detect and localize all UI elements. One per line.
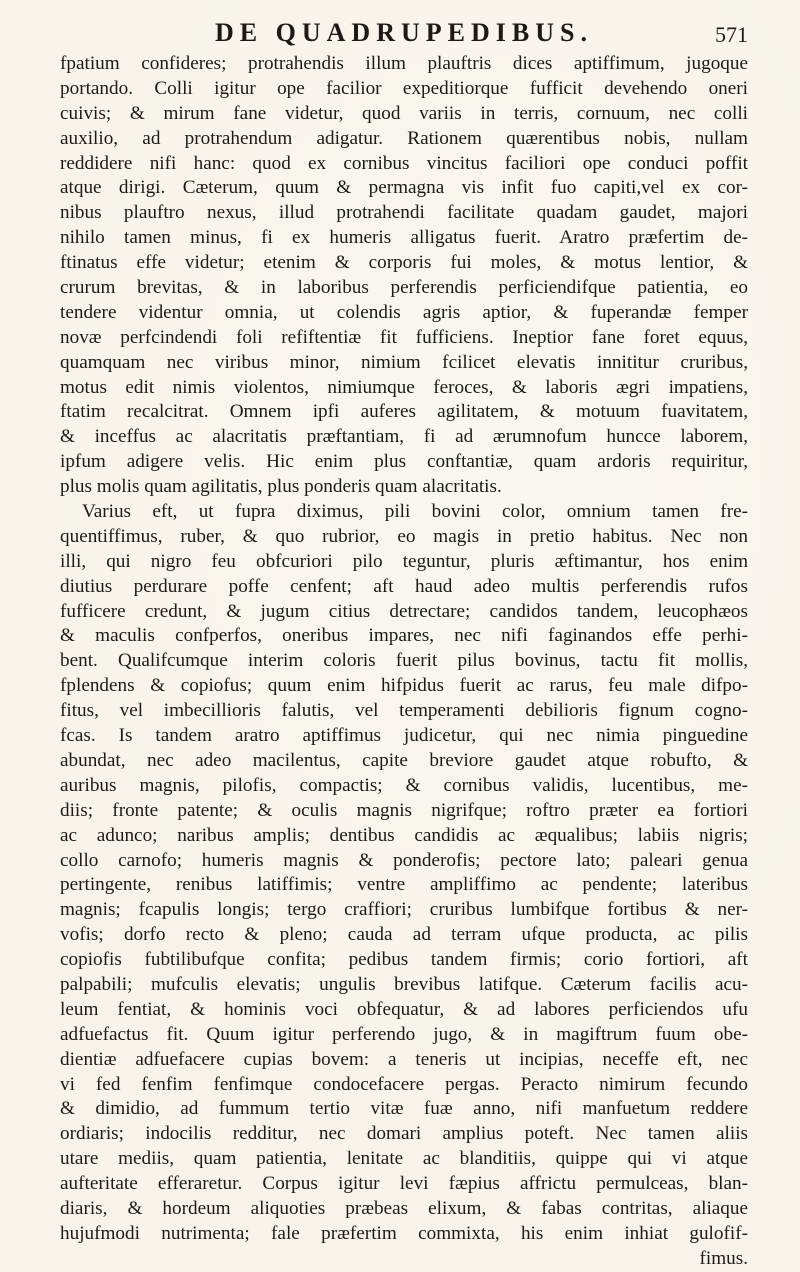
text-line: collo carnofo; humeris magnis & ponderofis; pectore lato; paleari genua xyxy=(60,849,748,871)
body-text xyxy=(60,52,748,1272)
text-line: bent. Qualifcumque interim coloris fuerit pilus bovinus, tactu fit mollis, xyxy=(60,650,748,672)
text-line: auxilio, ad protrahendum adigatur. Rationem quærentibus nobis, nullam xyxy=(60,127,748,149)
text-line: ftatim recalcitrat. Omnem ipfi auferes agilitatem, & motuum fuavitatem, xyxy=(60,401,748,423)
text-line: quamquam nec viribus minor, nimium fcilicet elevatis innititur cruribus, xyxy=(60,351,748,373)
text-line: fcas. Is tandem aratro aptiffimus judicetur, qui nec nimia pinguedine xyxy=(60,725,748,747)
text-line-paragraph-end: plus molis quam agilitatis, plus ponderis quam alacritatis. xyxy=(60,476,502,498)
text-line: utare mediis, quam patientia, lenitate ac blanditiis, quippe qui vi atque xyxy=(60,1148,748,1170)
text-line-paragraph-start: Varius eft, ut fupra diximus, pili bovini color, omnium tamen fre- xyxy=(82,501,748,523)
text-line: portando. Colli igitur ope facilior expeditiorque fufficit devehendo oneri xyxy=(60,77,748,99)
text-line: diutius perdurare poffe cenfent; aft haud adeo multis perferendis rufos xyxy=(60,575,748,597)
text-line: hujufmodi nutrimenta; fale præfertim commixta, his enim inhiat gulofif- xyxy=(60,1222,748,1244)
text-line: diis; fronte patente; & oculis magnis nigrifque; roftro præter ea fortiori xyxy=(60,799,748,821)
text-line: novæ perfcindendi foli refiftentiæ fit fufficiens. Ineptior fane foret equus, xyxy=(60,326,748,348)
text-line: adfuefactus fit. Quum igitur perferendo jugo, & in magiftrum fuum obe- xyxy=(60,1023,748,1045)
text-line: crurum brevitas, & in laboribus perferendis perficiendifque patientia, eo xyxy=(60,277,748,299)
text-line: dientiæ adfuefacere cupias bovem: a teneris ut incipias, neceffe eft, nec xyxy=(60,1048,748,1070)
text-line: vi fed fenfim fenfimque condocefacere pergas. Peracto nimirum fecundo xyxy=(60,1073,748,1095)
text-line: magnis; fcapulis longis; tergo craffiori; cruribus lumbifque fortibus & ner- xyxy=(60,899,748,921)
text-line: quentiffimus, ruber, & quo rubrior, eo magis in pretio habitus. Nec non xyxy=(60,525,748,547)
text-line: ac adunco; naribus amplis; dentibus candidis ac æqualibus; labiis nigris; xyxy=(60,824,748,846)
text-line: aufteritate efferaretur. Corpus igitur levi fæpius affrictu permulceas, blan- xyxy=(60,1173,748,1195)
text-line: pertingente, renibus latiffimis; ventre ampliffimo ac pendente; lateribus xyxy=(60,874,748,896)
text-line-final: fimus. xyxy=(699,1247,748,1269)
page-number: 571 xyxy=(715,22,748,47)
text-line: diaris, & hordeum aliquoties præbeas elixum, & fabas contritas, aliaque xyxy=(60,1197,748,1219)
text-line: ordiaris; indocilis redditur, nec domari amplius poteft. Nec tamen aliis xyxy=(60,1123,748,1145)
text-line: nihilo tamen minus, fi ex humeris alligatus fuerit. Aratro præfertim de- xyxy=(60,227,748,249)
text-line: copiofis fubtilibufque confita; pedibus tandem firmis; corio fortiori, aft xyxy=(60,949,748,971)
text-line: vofis; dorfo recto & pleno; cauda ad terram ufque producta, ac pilis xyxy=(60,924,748,946)
text-line: fitus, vel imbecillioris falutis, vel temperamenti debilioris fignum cogno- xyxy=(60,700,748,722)
text-line: reddidere nifi hanc: quod ex cornibus vincitus faciliori ope conduci poffit xyxy=(60,152,748,174)
running-title: DE QUADRUPEDIBUS. xyxy=(215,18,593,47)
text-line: leum fentiat, & hominis voci obfequatur, & ad labores perficiendos ufu xyxy=(60,998,748,1020)
text-line: motus edit nimis violentos, nimiumque feroces, & laboris ægri impatiens, xyxy=(60,376,748,398)
text-line: fpatium confideres; protrahendis illum plauftris dices aptiffimum, jugoque xyxy=(60,53,748,74)
text-line: abundat, nec adeo macilentus, capite breviore gaudet atque robufto, & xyxy=(60,749,748,771)
text-line: ftinatus effe videtur; etenim & corporis fui moles, & motus lentior, & xyxy=(60,252,748,274)
text-line: palpabili; mufculis elevatis; ungulis brevibus latifque. Cæterum facilis acu- xyxy=(60,973,748,995)
text-line: illi, qui nigro feu obfcuriori pilo teguntur, pluris æftimantur, hos enim xyxy=(60,550,748,572)
text-line: atque dirigi. Cæterum, quum & permagna vis infit fuo capiti,vel ex cor- xyxy=(60,177,748,199)
running-head xyxy=(60,18,748,48)
text-line: fplendens & copiofus; quum enim hifpidus fuerit ac rarus, feu male difpo- xyxy=(60,675,748,697)
text-line: tendere videntur omnia, ut colendis agris aptior, & fuperandæ femper xyxy=(60,301,748,323)
text-line: fufficere credunt, & jugum citius detrectare; candidos tandem, leucophæos xyxy=(60,600,748,622)
text-line: ipfum adigere velis. Hic enim plus conftantiæ, quam ardoris requiritur, xyxy=(60,451,748,473)
text-line: & dimidio, ad fummum tertio vitæ fuæ anno, nifi manfuetum reddere xyxy=(60,1098,748,1120)
text-line: cuivis; & mirum fane videtur, quod variis in terris, cornuum, nec colli xyxy=(60,102,748,124)
text-line: & maculis confperfos, oneribus impares, nec nifi faginandos effe perhi- xyxy=(60,625,748,647)
text-line: auribus magnis, pilofis, compactis; & cornibus validis, lucentibus, me- xyxy=(60,774,748,796)
text-line: & inceffus ac alacritatis præftantiam, fi ad ærumnofum huncce laborem, xyxy=(60,426,748,448)
text-line: nibus plauftro nexus, illud protrahendi facilitate quadam gaudet, majori xyxy=(60,202,748,224)
